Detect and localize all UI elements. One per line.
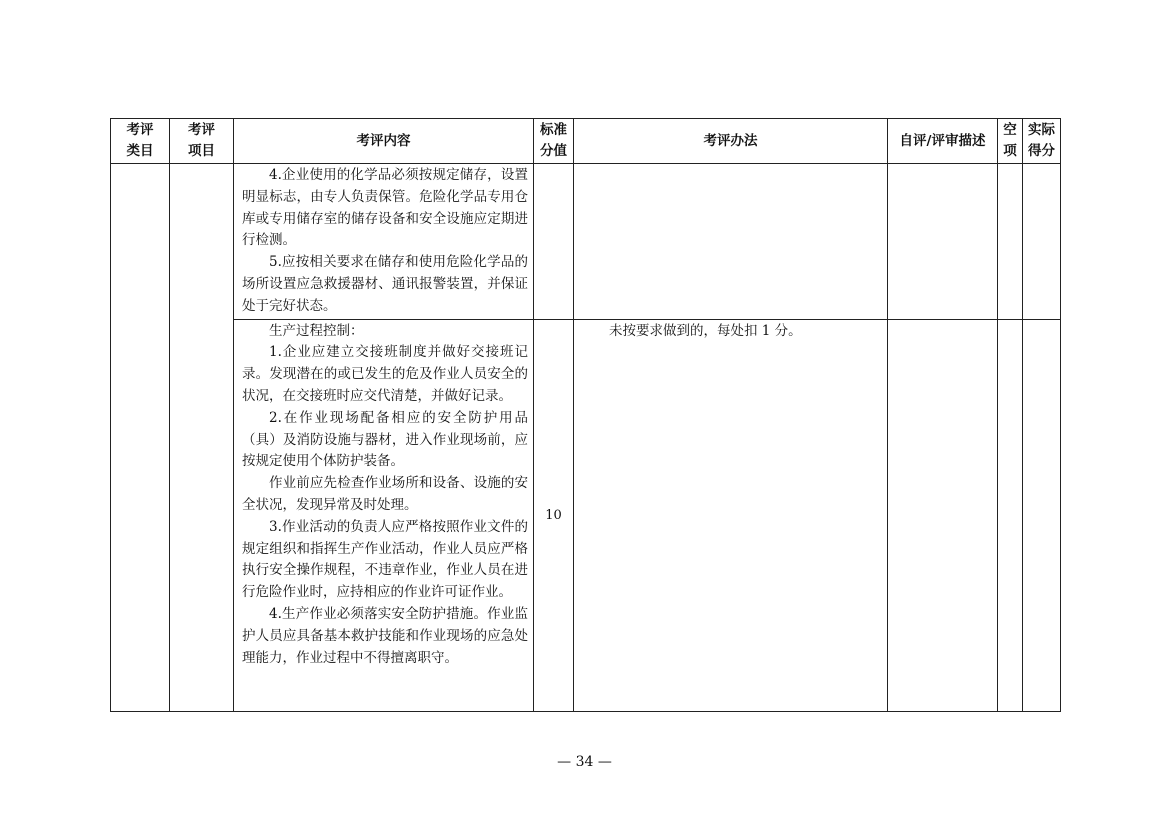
- score-cell: 10: [534, 319, 574, 711]
- self-eval-cell: [888, 164, 998, 320]
- content-paragraph: 4.生产作业必须落实安全防护措施。作业监护人员应具备基本救护技能和作业现场的应急处理能力，作业过程中不得擅离职守。: [242, 605, 528, 666]
- method-cell: [574, 164, 888, 320]
- header-category: 考评 类目: [111, 119, 170, 164]
- header-score: 标准 分值: [534, 119, 574, 164]
- table-row: [111, 164, 1061, 320]
- table-row: [111, 319, 1061, 711]
- page-number: — 34 —: [557, 754, 612, 770]
- content-paragraph: 作业前应先检查作业场所和设备、设施的安全状况，发现异常及时处理。: [242, 475, 528, 513]
- method-cell: [574, 319, 888, 711]
- header-row: [111, 119, 1061, 164]
- method-text: 未按要求做到的，每处扣 1 分。: [609, 322, 802, 339]
- category-cell: [111, 164, 170, 712]
- item-cell: [170, 164, 234, 712]
- content-paragraph: 5.应按相关要求在储存和使用危险化学品的场所设置应急救援器材、通讯报警装置，并保证处于完好状态。: [242, 254, 528, 314]
- header-self-eval: 自评/评审描述: [888, 119, 998, 164]
- header-actual-score: 实际 得分: [1023, 119, 1061, 164]
- content-paragraph: 1.企业应建立交接班制度并做好交接班记录。发现潜在的或已发生的危及作业人员安全的状况，在交接班时应交代清楚，并做好记录。: [242, 344, 528, 404]
- header-content: 考评内容: [234, 119, 534, 164]
- content-paragraph: 3.作业活动的负责人应严格按照作业文件的规定组织和指挥生产作业活动，作业人员应严格执行安全操作规程，不违章作业，作业人员在进行危险作业时，应持相应的作业许可证作业。: [242, 518, 528, 601]
- actual-score-cell: [1023, 319, 1061, 711]
- content-cell: [234, 164, 534, 320]
- header-method: 考评办法: [574, 119, 888, 164]
- content-paragraph: 2.在作业现场配备相应的安全防护用品（具）及消防设施与器材，进入作业现场前，应按规定使用个体防护装备。: [242, 409, 528, 470]
- header-item: 考评 项目: [170, 119, 234, 164]
- empty-cell: [998, 319, 1023, 711]
- self-eval-cell: [888, 319, 998, 711]
- score-cell: [534, 164, 574, 320]
- empty-cell: [998, 164, 1023, 320]
- actual-score-cell: [1023, 164, 1061, 320]
- evaluation-table: [110, 118, 1061, 712]
- content-paragraph: 生产过程控制：: [269, 322, 364, 339]
- header-empty: 空 项: [998, 119, 1023, 164]
- content-paragraph: 4.企业使用的化学品必须按规定储存，设置明显标志，由专人负责保管。危险化学品专用仓库或专用储存室的储存设备和安全设施应定期进行检测。: [242, 167, 528, 249]
- content-cell: [234, 319, 534, 711]
